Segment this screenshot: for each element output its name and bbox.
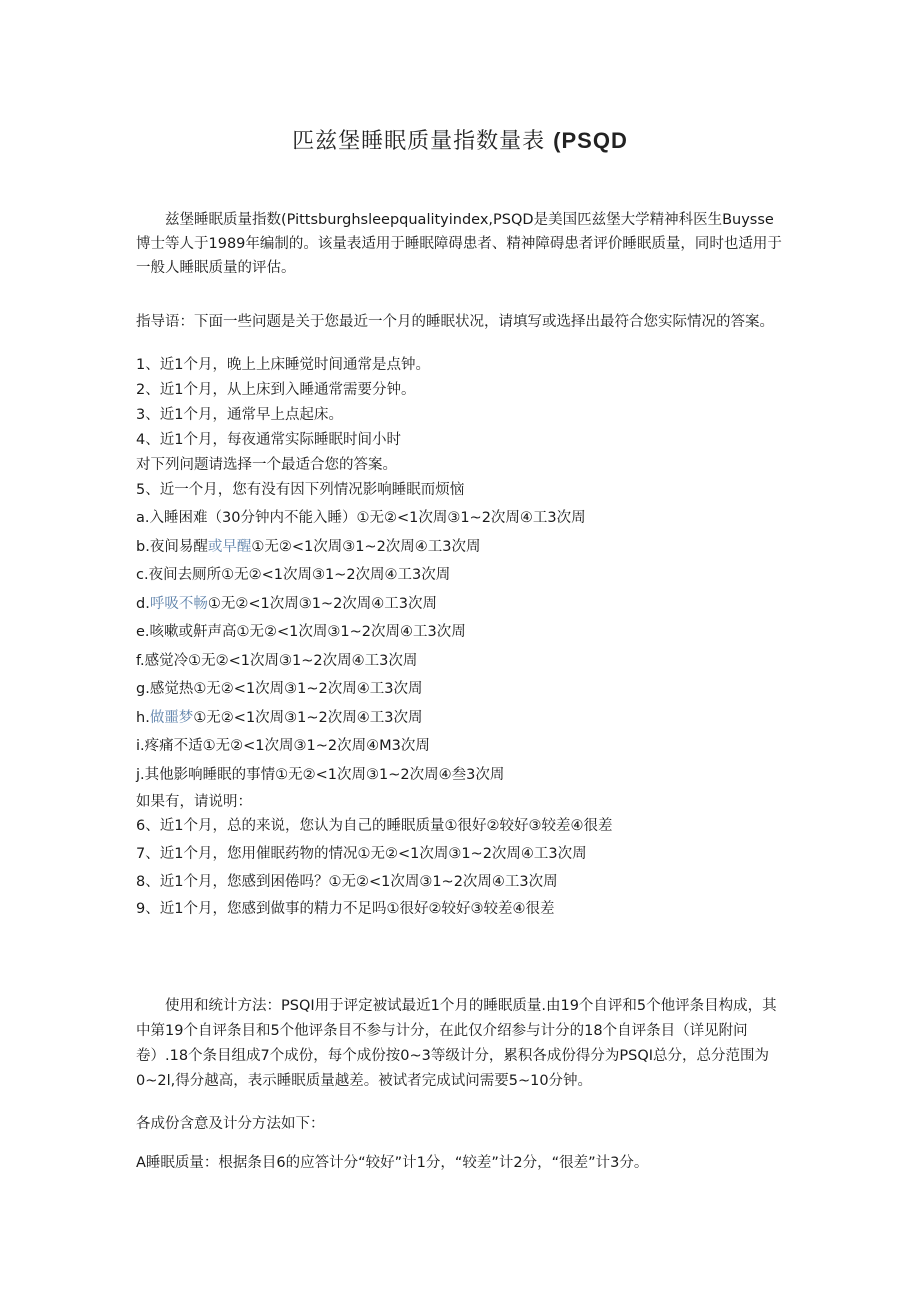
- item-d: [136, 594, 796, 614]
- instruction-paragraph: [136, 312, 788, 332]
- components-intro: 各成份含意及计分方法如下：: [136, 1116, 325, 1132]
- item-d-prefix: d.: [136, 596, 150, 612]
- question-5: 5、近一个月，您有没有因下列情况影响睡眠而烦恼: [136, 482, 465, 498]
- question-9: 9、近1个月，您感到做事的精力不足吗①很好②较好③较差④很差: [136, 901, 555, 917]
- item-j: j.其他影响睡眠的事情①无②<1次周③1~2次周④叁3次周: [136, 767, 505, 783]
- item-d-options: ①无②<1次周③1~2次周④工3次周: [207, 596, 438, 612]
- item-b-highlight: 或早醒: [207, 539, 252, 555]
- item-h-highlight: 做噩梦: [149, 710, 194, 726]
- item-c: c.夜间去厕所①无②<1次周③1~2次周④工3次周: [136, 567, 451, 583]
- item-h: [136, 708, 796, 728]
- usage-paragraph: [136, 994, 788, 1094]
- item-h-prefix: h.: [136, 710, 150, 726]
- component-a: A睡眠质量：根据条目6的应答计分“较好”计1分，“较差”计2分，“很差”计3分。: [136, 1155, 649, 1171]
- question-8: 8、近1个月，您感到困倦吗？①无②<1次周③1~2次周④工3次周: [136, 874, 558, 890]
- question-7: 7、近1个月，您用催眠药物的情况①无②<1次周③1~2次周④工3次周: [136, 846, 587, 862]
- item-d-highlight: 呼吸不畅: [149, 596, 208, 612]
- item-f: f.感觉冷①无②<1次周③1~2次周④工3次周: [136, 653, 418, 669]
- item-g: g.感觉热①无②<1次周③1~2次周④工3次周: [136, 681, 423, 697]
- item-b: [136, 537, 796, 557]
- page-title: [0, 124, 920, 155]
- question-6: 6、近1个月，总的来说，您认为自己的睡眠质量①很好②较好③较差④很差: [136, 818, 613, 834]
- instruction-text: 指导语：下面一些问题是关于您最近一个月的睡眠状况，请填写或选择出最符合您实际情况的答案。: [136, 314, 774, 330]
- question-2: 2、近1个月，从上床到入睡通常需要分钟。: [136, 382, 416, 398]
- item-b-prefix: b.夜间易醒: [136, 539, 208, 555]
- item-a: a.入睡困难（30分钟内不能入睡）①无②<1次周③1~2次周④工3次周: [136, 510, 586, 526]
- item-e: e.咳嗽或鼾声高①无②<1次周③1~2次周④工3次周: [136, 624, 466, 640]
- intro-paragraph: [136, 208, 788, 280]
- select-instruction: 对下列问题请选择一个最适合您的答案。: [136, 457, 397, 473]
- title-text: 匹兹堡睡眠质量指数量表: [292, 129, 546, 154]
- item-h-options: ①无②<1次周③1~2次周④工3次周: [193, 710, 423, 726]
- title-acronym: (PSQD: [553, 128, 628, 153]
- question-4: 4、近1个月，每夜通常实际睡眠时间小时: [136, 432, 401, 448]
- question-1: 1、近1个月，晚上上床睡觉时间通常是点钟。: [136, 357, 430, 373]
- item-b-options: ①无②<1次周③1~2次周④工3次周: [251, 539, 481, 555]
- intro-text: 兹堡睡眠质量指数(Pittsburghsleepqualityindex,PSQD是美国匹兹堡大学精神科医生Buysse博士等人于1989年编制的。该量表适用于睡眠障碍患者、精神障碍患者评价睡眠质量，同时也适用于一般人睡眠质量的评估。: [136, 212, 782, 276]
- usage-text: 使用和统计方法：PSQI用于评定被试最近1个月的睡眠质量.由19个自评和5个他评条目构成，其中第19个自评条目和5个他评条目不参与计分，在此仅介绍参与计分的18个自评条目（详见附问卷）.18个条目组成7个成份，每个成份按0~3等级计分，累积各成份得分为PSQI总分，总分范围为0~2l,得分越高，表示睡眠质量越差。被试者完成试问需要5~10分钟。: [136, 998, 777, 1089]
- question-3: 3、近1个月，通常早上点起床。: [136, 407, 343, 423]
- if-yes-note: 如果有，请说明：: [136, 794, 252, 810]
- item-i: i.疼痛不适①无②<1次周③1~2次周④M3次周: [136, 738, 430, 754]
